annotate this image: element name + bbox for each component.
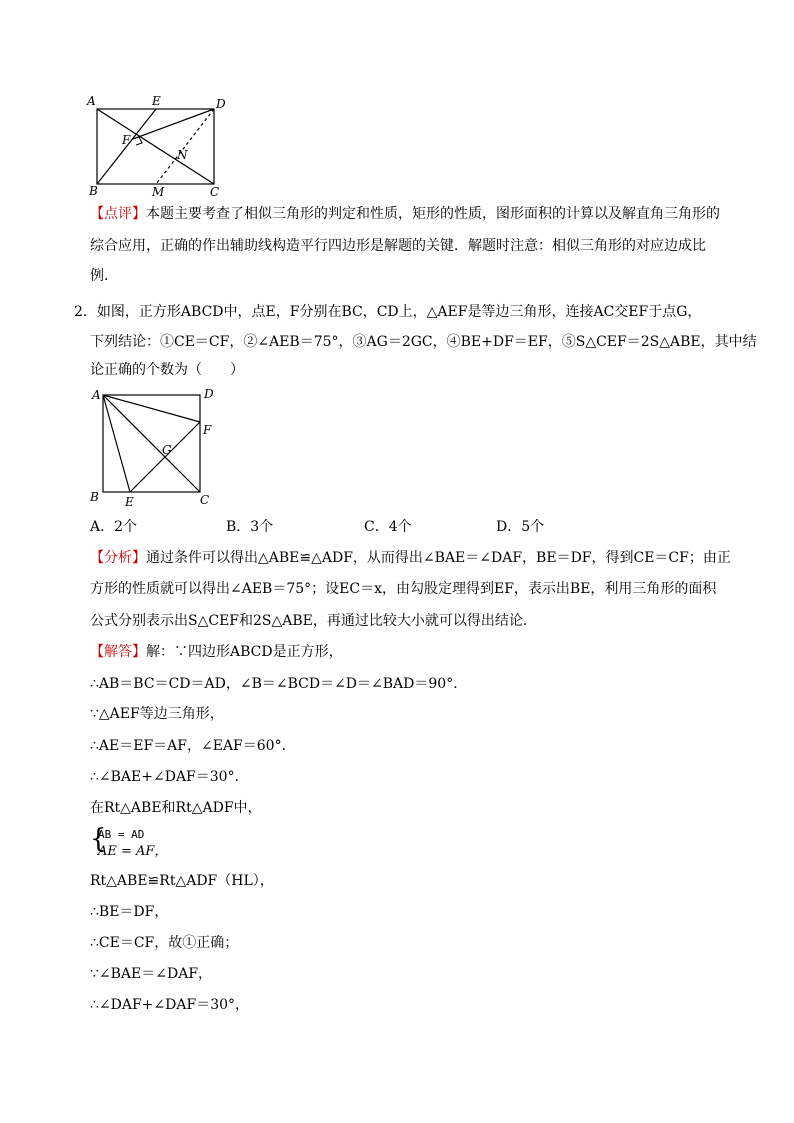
label-f: F [122, 133, 131, 147]
comment-line-2: 综合应用，正确的作出辅助线构造平行四边形是解题的关键．解题时注意：相似三角形的对应边成比 [90, 238, 706, 254]
system-eq-1: AB = AD [98, 828, 145, 841]
label-f: F [203, 423, 212, 437]
figure-rectangle [86, 92, 226, 200]
option-a: A．2个 [90, 519, 138, 535]
label-n: N [177, 148, 188, 162]
analysis-line-2: 方形的性质就可以得出∠AEB＝75°；设EC＝x，由勾股定理得到EF，表示出BE，利用三角形的面积 [90, 581, 717, 597]
diagonal-ac [103, 395, 200, 492]
option-b: B．3个 [226, 519, 274, 535]
label-a: A [92, 388, 101, 402]
label-d: D [216, 97, 226, 111]
option-c: C．4个 [364, 519, 412, 535]
label-d: D [204, 387, 214, 401]
question-2-line-1 [74, 302, 701, 322]
comment-text-1: 本题主要考查了相似三角形的判定和性质，矩形的性质，图形面积的计算以及解直角三角形的 [146, 206, 720, 222]
question-number: 2． [74, 304, 97, 320]
label-c: C [200, 493, 210, 507]
diagonal-ac [97, 109, 214, 184]
comment-line-3: 例． [90, 268, 118, 284]
system-eq-2: AE = AF， [98, 844, 168, 859]
solution-line-1 [90, 642, 343, 662]
solution-line-3: ∵△AEF等边三角形， [90, 706, 224, 722]
solution-line-6: 在Rt△ABE和Rt△ADF中， [90, 800, 262, 816]
solution-line-9: ∴CE＝CF，故①正确； [90, 935, 239, 951]
solution-line-10: ∵∠BAE＝∠DAF， [90, 966, 213, 982]
label-a: A [87, 94, 96, 108]
question-2-line-3: 论正确的个数为（ ） [90, 362, 244, 378]
solution-line-4: ∴AE＝EF＝AF，∠EAF＝60°． [90, 738, 296, 754]
segment-ae [103, 395, 130, 492]
figure-square [86, 384, 226, 510]
label-g: G [162, 443, 172, 457]
label-c: C [210, 185, 220, 199]
question-text-1: 如图，正方形ABCD中，点E，F分别在BC，CD上，△AEF是等边三角形，连接AC交EF于点G， [96, 304, 702, 320]
solution-line-5: ∴∠BAE+∠DAF＝30°． [90, 769, 249, 785]
label-e: E [125, 495, 134, 509]
analysis-line-1 [90, 548, 731, 568]
right-angle-mark [136, 137, 142, 145]
solution-line-8: ∴BE＝DF， [90, 904, 169, 920]
label-b: B [90, 490, 99, 504]
analysis-tag: 【分析】 [90, 550, 146, 566]
comment-line-1 [90, 204, 720, 224]
analysis-line-3: 公式分别表示出S△CEF和2S△ABE，再通过比较大小就可以得出结论． [90, 613, 537, 629]
solution-tag: 【解答】 [90, 644, 146, 660]
question-2-line-2: 下列结论：①CE＝CF，②∠AEB＝75°，③AG＝2GC，④BE+DF＝EF，⑤S△CEF＝2S△ABE，其中结 [90, 334, 757, 350]
system-brace: { [90, 824, 107, 854]
solution-line-2: ∴AB＝BC＝CD＝AD，∠B＝∠BCD＝∠D＝∠BAD＝90°． [90, 676, 468, 692]
solution-line-7: Rt△ABE≌Rt△ADF（HL）， [90, 873, 274, 889]
solution-text-1: 解：∵四边形ABCD是正方形， [146, 644, 343, 660]
solution-line-11: ∴∠DAF+∠DAF＝30°， [90, 997, 250, 1013]
analysis-text-1: 通过条件可以得出△ABE≌△ADF，从而得出∠BAE＝∠DAF，BE＝DF，得到CE＝CF；由正 [146, 550, 731, 566]
comment-tag: 【点评】 [90, 206, 146, 222]
label-b: B [89, 184, 98, 198]
segment-af [103, 395, 200, 422]
label-e: E [152, 94, 161, 108]
option-d: D．5个 [496, 519, 545, 535]
label-m: M [152, 185, 165, 199]
